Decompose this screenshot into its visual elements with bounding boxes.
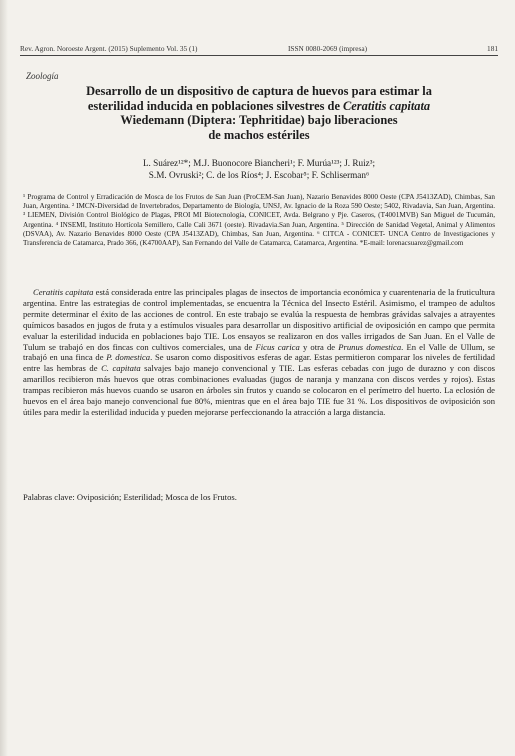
authors-line-2: S.M. Ovruski²; C. de los Ríos⁴; J. Escobar⁵; F. Schliserman⁶ — [148, 170, 370, 180]
title-line-3: Wiedemann (Diptera: Tephritidae) bajo liberaciones — [120, 113, 398, 128]
keywords-label: Palabras clave: — [23, 492, 75, 502]
page-fold-shadow — [0, 0, 8, 756]
title-species: Ceratitis capitata — [343, 98, 431, 113]
authors-line-1: L. Suárez¹²*; M.J. Buonocore Biancheri¹; F. Murúa¹²³; J. Ruiz³; — [142, 158, 376, 168]
keywords — [23, 492, 495, 502]
title-line-2: esterilidad inducida en poblaciones silvestres de Ceratitis capitata — [87, 98, 431, 113]
issn: ISSN 0080-2069 (impresa) — [288, 44, 368, 53]
author-list — [20, 157, 498, 181]
journal-citation: Rev. Agron. Noroeste Argent. (2015) Suplemento Vol. 35 (1) — [20, 44, 198, 53]
page-number: 181 — [487, 44, 498, 53]
running-header — [20, 44, 498, 56]
abstract: Ceratitis capitata está considerada entre las principales plagas de insectos de importancia económica y cuarentenaria de la fruticultura argentina. Entre las estrategias de control implementadas, se encuentra la Técnica del Insecto Estéril. Asimismo, el trampeo de adultos permite determinar el éxito de las acciones de control. En este trabajo se evalúa la respuesta de hembras grávidas salvajes a atrayentes químicos basados en jugos de fruta y a estímulos visuales para desarrollar un dispositivo artificial de oviposición en campo que permita evaluar la esterilidad inducida en poblaciones bajo TIE. Los ensayos se realizaron en dos valles irrigados de San Juan. En el Valle de Tulum se trabajó en dos fincas con cultivos comerciales, una de Ficus carica y otra de Prunus domestica. En el Valle de Ullum, se trabajó en una finca de P. domestica. Se usaron como dispositivos esferas de agar. Estas permitieron comparar los niveles de fertilidad entre las hembras de C. capitata salvajes bajo manejo convencional y TIE. Las esferas cebadas con jugo de durazno y con discos amarillos recibieron más huevos que otras combinaciones evaluadas (jugos de naranja y manzana con discos verdes y rojos). Estas trampas recibieron más huevos cuando se usaron en árboles sin frutos y cuando se colocaron en el perímetro del huerto. La eclosión de huevos en el área bajo manejo convencional fue 80%, mientras que en el área bajo TIE fue 31 %. Los dispositivos de oviposición son útiles para medir la esterilidad inducida y pueden mejorarse perfeccionando la atracción a larga distancia. — [23, 287, 495, 417]
title-line-1: Desarrollo de un dispositivo de captura de huevos para estimar la — [86, 84, 432, 98]
affiliations: ¹ Programa de Control y Erradicación de Mosca de los Frutos de San Juan (ProCEM-San Juan), Nazario Benavides 8000 Oeste (CPA J5413ZAD), Chimbas, San Juan, Argentina. ² IMCN-Diversidad de Invertebrados, Departamento de Biología, UNSJ, Av. Ignacio de la Roza 590 Oeste; 5402, Rivadavia, San Juan, Argentina. ³ LIEMEN, División Control Biológico de Plagas, PROI MI Biotecnología, CONICET, Avda. Belgrano y Pje. Caseros, (T4001MVB) San Miguel de Tucumán, Argentina. ⁴ INSEMI, Instituto Hortícola Semillero, Calle Cali 3671 (oeste). Rivadavia.San Juan, Argentina. ⁵ Dirección de Sanidad Vegetal, Animal y Alimentos (DSVAA), Av. Nazario Benavides 8000 Oeste (CPA J5413ZAD), Chimbas, San Juan, Argentina. ⁶ CITCA - CONICET- UNCA Centro de Investigaciones y Transferencia de Catamarca, Prado 366, (K4700AAP), San Fernando del Valle de Catamarca, Catamarca, Argentina. *E-mail: lorenacsuarez@gmail.com — [23, 193, 495, 248]
title-line-4: de machos estériles — [208, 127, 310, 142]
keywords-text: Oviposición; Esterilidad; Mosca de los Frutos. — [74, 492, 237, 502]
section-label: Zoología — [26, 71, 59, 81]
article-title — [20, 84, 498, 142]
